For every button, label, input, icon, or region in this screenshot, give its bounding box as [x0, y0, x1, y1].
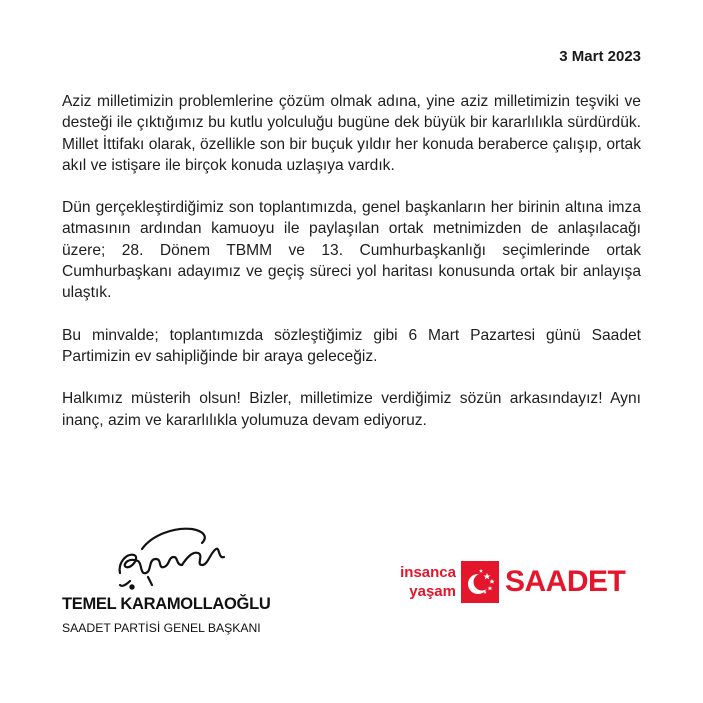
- handwritten-signature-icon: [112, 523, 232, 593]
- paragraph-4: Halkımız müsterih olsun! Bizler, milletimize verdiğimiz sözün arkasındayız! Aynı inanç, azim ve kararlılıkla yolumuza devam ediyoruz.: [62, 390, 641, 429]
- signer-name: TEMEL KARAMOLLAOĞLU: [62, 595, 271, 613]
- slogan-line-1: insanca: [400, 564, 456, 581]
- party-logo: [386, 561, 646, 607]
- paragraph-3: Bu minvalde; toplantımızda sözleştiğimiz gibi 6 Mart Pazartesi günü Saadet Partimizin ev sahipliğinde bir araya geleceğiz.: [62, 326, 641, 365]
- signer-title: SAADET PARTİSİ GENEL BAŞKANI: [62, 621, 261, 635]
- letter-body: [62, 91, 641, 452]
- letter-date: 3 Mart 2023: [559, 48, 641, 65]
- paragraph-2: Dün gerçekleştirdiğimiz son toplantımızda, genel başkanların her birinin altına imza atmasının ardından kamuoyu ile paylaşılan ortak metnimizden de anlaşılacağı üzere; 28. Dönem TBMM ve 13. Cumhurbaşkanlığı seçimlerinde ortak Cumhurbaşkanı adayımız ve geçiş süreci yol haritası konusunda ortak bir anlayışa ulaştık.: [62, 199, 641, 302]
- logo-brand-name: SAADET: [505, 565, 626, 598]
- slogan-line-2: yaşam: [409, 583, 456, 600]
- logo-slogan: [386, 563, 456, 601]
- crescent-and-stars-flag-icon: [461, 561, 499, 603]
- paragraph-1: Aziz milletimizin problemlerine çözüm olmak adına, yine aziz milletimizin teşviki ve desteği ile çıktığımız bu kutlu yolculuğu bugüne dek büyük bir kararlılıkla sürdürdük. Millet İttifakı olarak, özellikle son bir buçuk yıldır her konuda beraberce çalışıp, ortak akıl ve istişare ile birçok konuda uzlaşıya vardık.: [62, 93, 641, 174]
